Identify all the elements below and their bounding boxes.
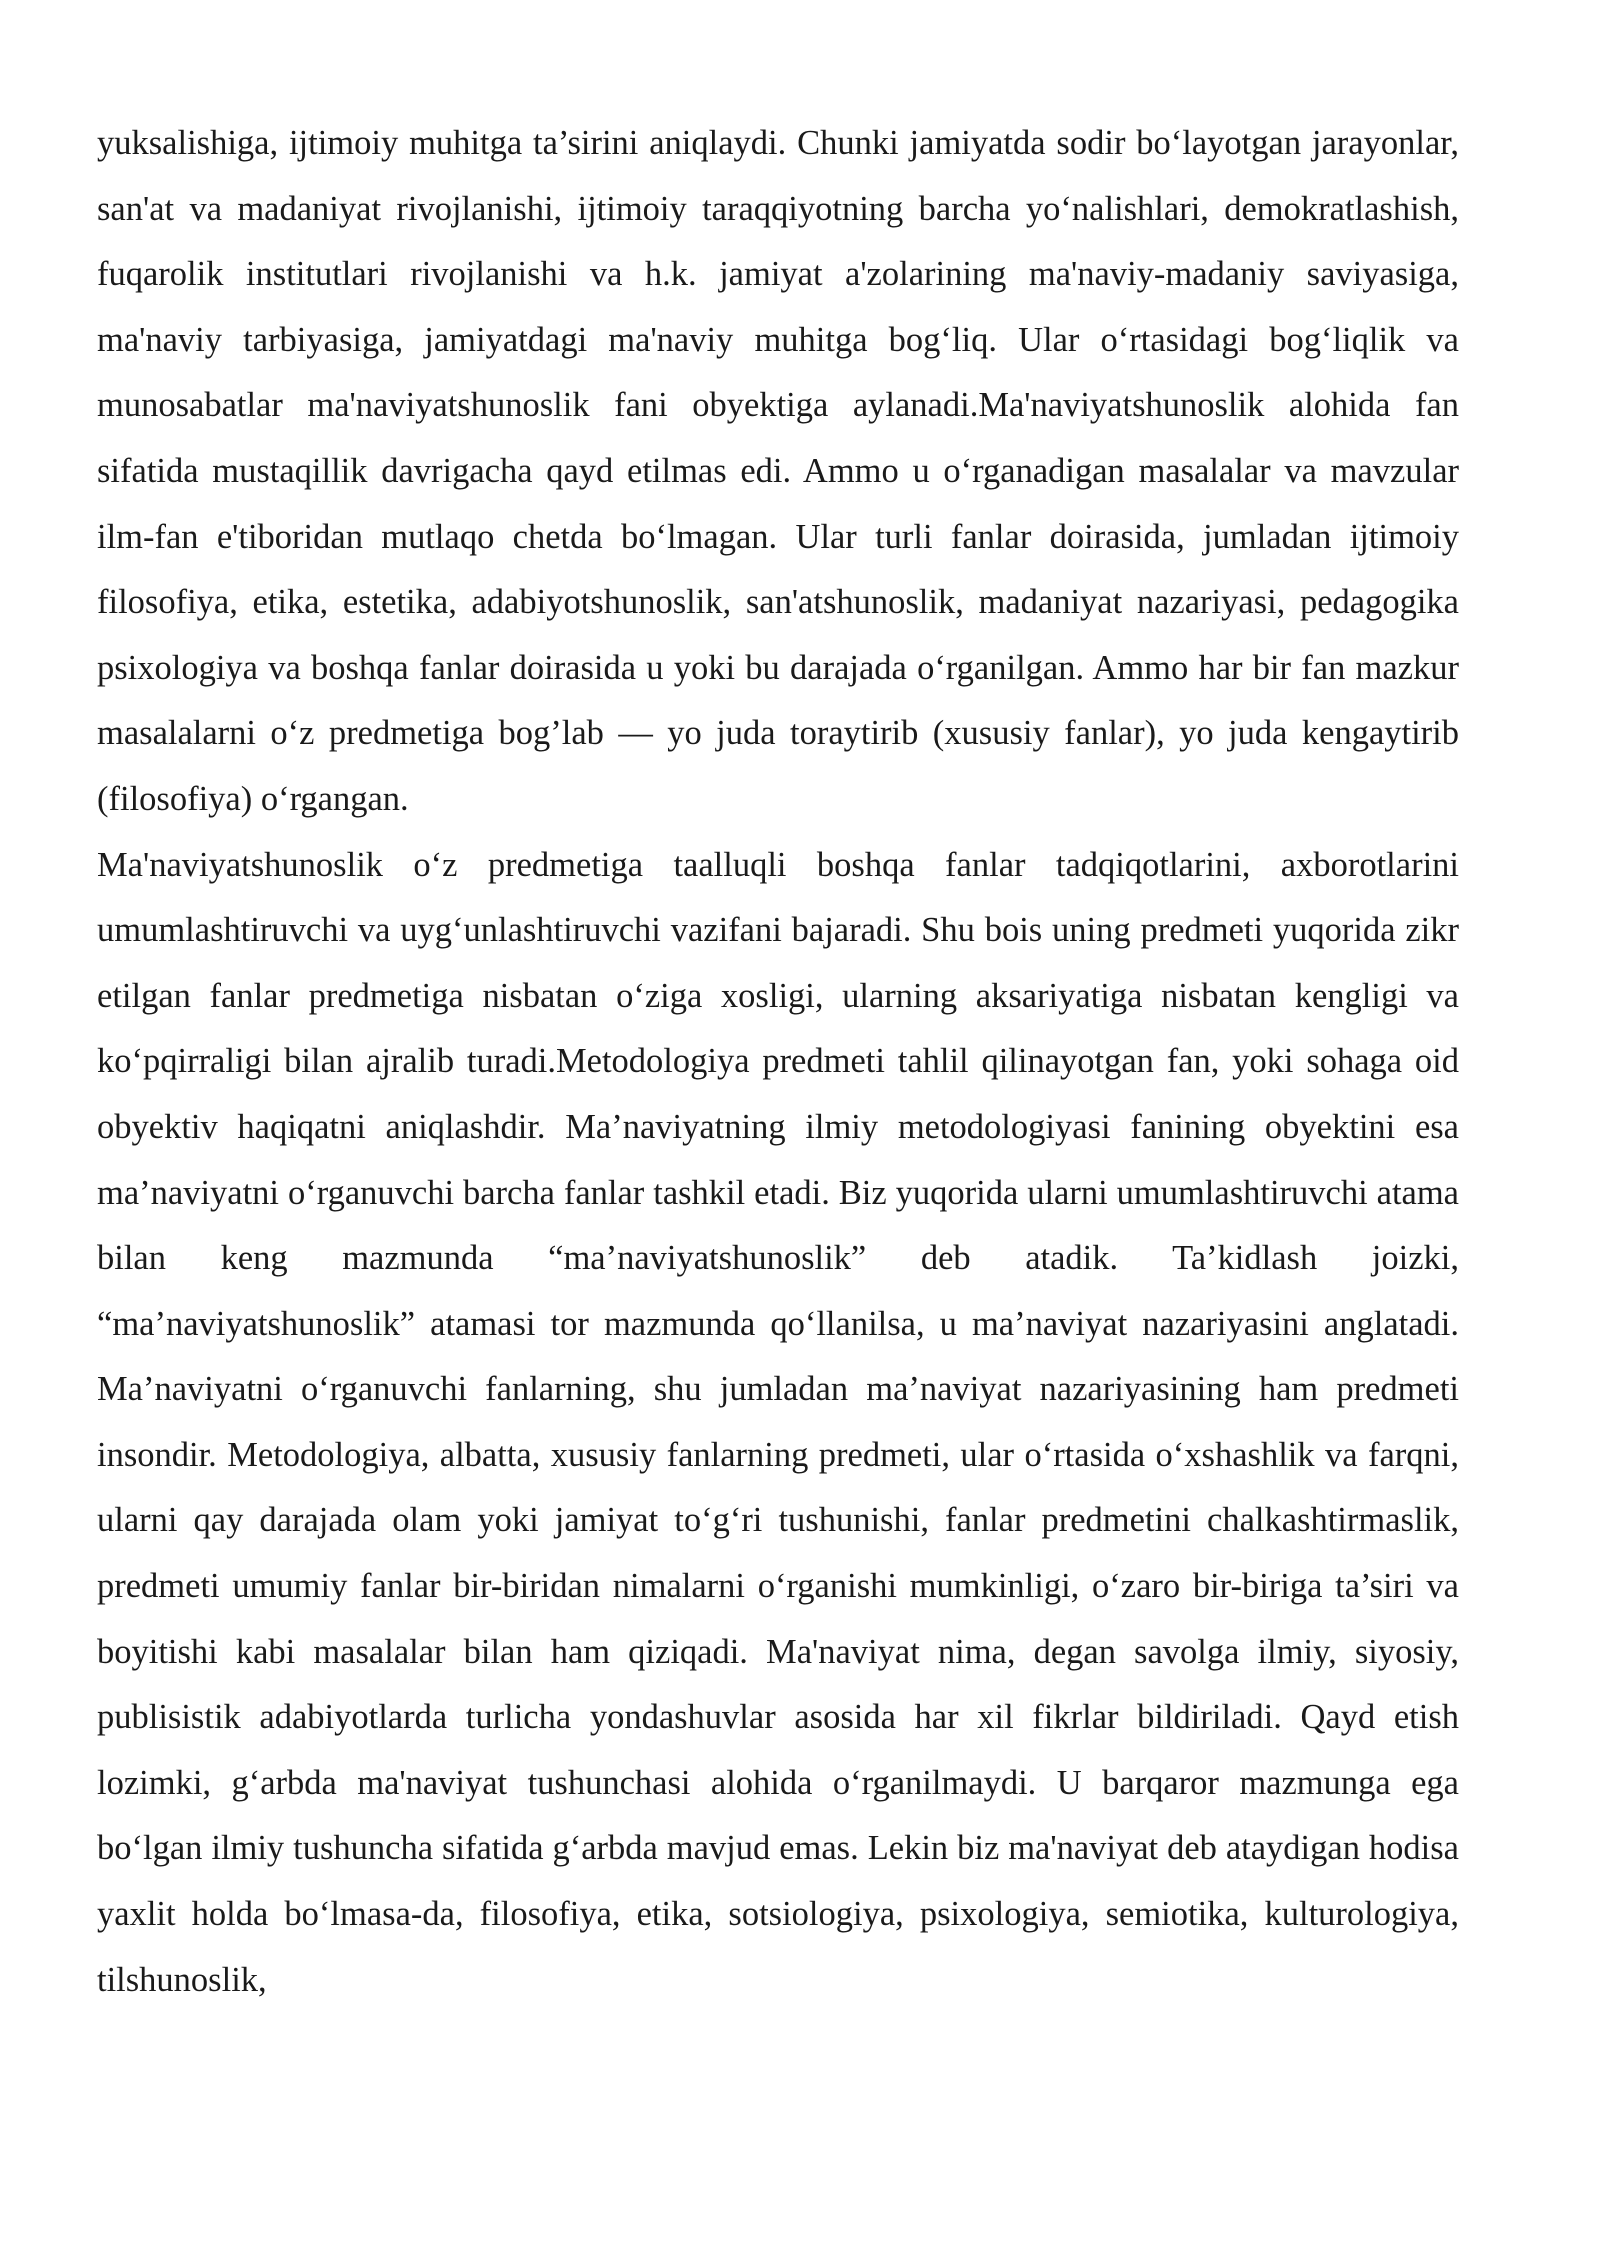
- paragraph-1: yuksalishiga, ijtimoiy muhitga ta’sirini aniqlaydi. Chunki jamiyatda sodir bo‘layotgan jarayonlar, san'at va madaniyat rivojlanishi, ijtimoiy taraqqiyotning barcha yo‘nalishlari, demokratlashish, fuqarolik institutlari rivojlanishi va h.k. jamiyat a'zolarining ma'naviy-madaniy saviyasiga, ma'naviy tarbiyasiga, jamiyatdagi ma'naviy muhitga bog‘liq. Ular o‘rtasidagi bog‘liqlik va munosabatlar ma'naviyatshunoslik fani obyektiga aylanadi.Ma'naviyatshunoslik alohida fan sifatida mustaqillik davrigacha qayd etilmas edi. Ammo u o‘rganadigan masalalar va mavzular ilm-fan e'tiboridan mutlaqo chetda bo‘lmagan. Ular turli fanlar doirasida, jumladan ijtimoiy filosofiya, etika, estetika, adabiyotshunoslik, san'atshunoslik, madaniyat nazariyasi, pedagogika psixologiya va boshqa fanlar doirasida u yoki bu darajada o‘rganilgan. Ammo har bir fan mazkur masalalarni o‘z predmetiga bog’lab — yo juda toraytirib (xususiy fanlar), yo juda kengaytirib (filosofiya) o‘rgangan.: [97, 124, 1459, 818]
- paragraph-2: Ma'naviyatshunoslik o‘z predmetiga taalluqli boshqa fanlar tadqiqotlarini, axborotlarini umumlashtiruvchi va uyg‘unlashtiruvchi vazifani bajaradi. Shu bois uning predmeti yuqorida zikr etilgan fanlar predmetiga nisbatan o‘ziga xosligi, ularning aksariyatiga nisbatan kengligi va ko‘pqirraligi bilan ajralib turadi.Metodologiya predmeti tahlil qilinayotgan fan, yoki sohaga oid obyektiv haqiqatni aniqlashdir. Ma’naviyatning ilmiy metodologiyasi fanining obyektini esa ma’naviyatni o‘rganuvchi barcha fanlar tashkil etadi. Biz yuqorida ularni umumlashtiruvchi atama bilan keng mazmunda “ma’naviyatshunoslik” deb atadik. Ta’kidlash joizki, “ma’naviyatshunoslik” atamasi tor mazmunda qo‘llanilsa, u ma’naviyat nazariyasini anglatadi. Ma’naviyatni o‘rganuvchi fanlarning, shu jumladan ma’naviyat nazariyasining ham predmeti insondir. Metodologiya, albatta, xususiy fanlarning predmeti, ular o‘rtasida o‘xshashlik va farqni, ularni qay darajada olam yoki jamiyat to‘g‘ri tushunishi, fanlar predmetini chalkashtirmaslik, predmeti umumiy fanlar bir-biridan nimalarni o‘rganishi mumkinligi, o‘zaro bir-biriga ta’siri va boyitishi kabi masalalar bilan ham qiziqadi. Ma'naviyat nima, degan savolga ilmiy, siyosiy, publisistik adabiyotlarda turlicha yondashuvlar asosida har xil fikrlar bildiriladi. Qayd etish lozimki, g‘arbda ma'naviyat tushunchasi alohida o‘rganilmaydi. U barqaror mazmunga ega bo‘lgan ilmiy tushuncha sifatida g‘arbda mavjud emas. Lekin biz ma'naviyat deb ataydigan hodisa yaxlit holda bo‘lmasa-da, filosofiya, etika, sotsiologiya, psixologiya, semiotika, kulturologiya, tilshunoslik,: [97, 845, 1459, 1999]
- document-page: [97, 111, 1459, 2013]
